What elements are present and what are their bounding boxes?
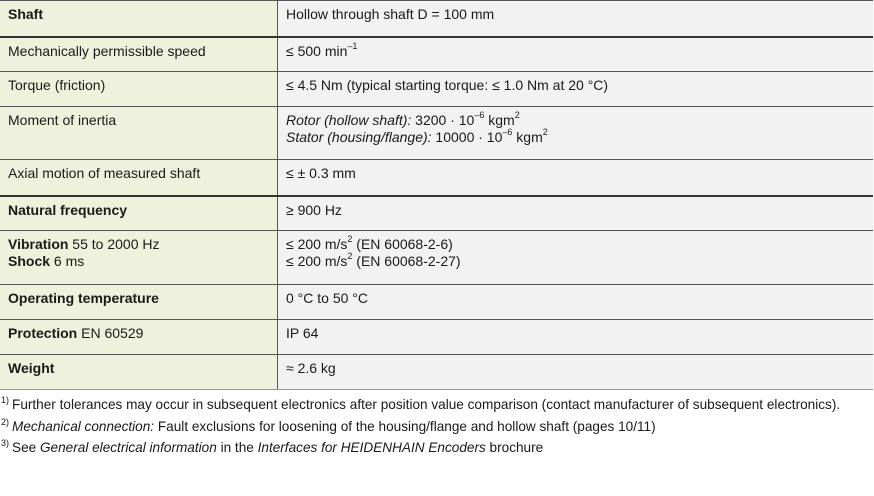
row-value: ≤ 200 $m/s^2$ (EN 60068-2-6) ≤ 200 $m/s^2$ (EN 60068-2-27): [278, 231, 874, 285]
table-row: [0, 231, 873, 285]
footnote-1: $^{1)}$ Further tolerances may occur in subsequent electronics after position value comparison (contact manufacturer of subsequent electronics).: [1, 395, 841, 412]
row-label: Vibration 55 to 2000 Hz Shock 6 ms: [0, 231, 278, 285]
row-value: Hollow through shaft D = 100 mm: [278, 1, 874, 37]
rotor-line: Rotor (hollow shaft): $3200 \cdot 10^{-6}$ kgm$^2$: [286, 110, 520, 128]
table-row: [0, 355, 873, 390]
table-row: [0, 196, 873, 231]
table-row: [0, 37, 873, 72]
table-row: [0, 72, 873, 107]
row-label: Moment of inertia: [0, 107, 278, 160]
footnotes: [1, 392, 871, 457]
row-label: Torque (friction): [0, 72, 278, 107]
row-value: ≈ 2.6 kg: [278, 355, 874, 390]
row-value: IP 64: [278, 320, 874, 355]
row-label: Protection EN 60529: [0, 320, 278, 355]
row-value: ≤ ± 0.3 mm: [278, 160, 874, 196]
row-label: Axial motion of measured shaft: [0, 160, 278, 196]
row-value: 0 °C to 50 °C: [278, 285, 874, 320]
row-label: Natural frequency: [0, 196, 278, 231]
row-label: Weight: [0, 355, 278, 390]
table-row: [0, 160, 873, 196]
table-row: [0, 285, 873, 320]
row-value: ≤ 4.5 Nm (typical starting torque: ≤ 1.0 Nm at 20 °C): [278, 72, 874, 107]
table-row: [0, 1, 873, 37]
row-value: ≤ 500 $\min^{-1}$: [278, 37, 874, 72]
footnote-3: $^{3)}$ See General electrical information in the Interfaces for HEIDENHAIN Encoders brochure: [1, 438, 544, 455]
row-label: Shaft: [0, 1, 278, 37]
stator-line: Stator (housing/flange): $10000 \cdot 10^{-6}$ kgm$^2$: [286, 127, 548, 145]
footnote-2: $^{2)}$ Mechanical connection: Fault exclusions for loosening of the housing/flange and hollow shaft (pages 10/11): [1, 416, 656, 434]
row-value: [278, 107, 874, 160]
table-row: [0, 320, 873, 355]
row-label: Operating temperature: [0, 285, 278, 320]
table-row: [0, 107, 873, 160]
row-label: Mechanically permissible speed: [0, 37, 278, 72]
row-value: ≥ 900 Hz: [278, 196, 874, 231]
